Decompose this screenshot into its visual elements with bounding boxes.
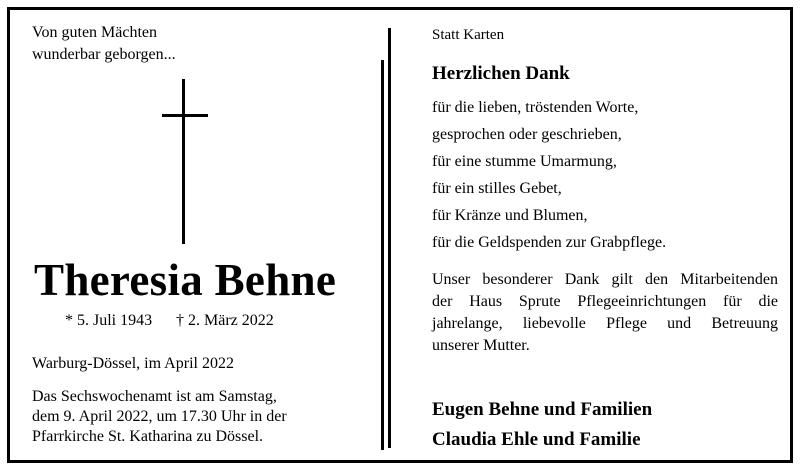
motto-line: wunderbar geborgen... xyxy=(32,46,176,63)
birth-date: * 5. Juli 1943 xyxy=(65,312,153,329)
thanks-line: gesprochen oder geschrieben, xyxy=(432,126,622,143)
statt-karten: Statt Karten xyxy=(432,27,505,43)
family-signature xyxy=(432,395,652,455)
service-line: Pfarrkirche St. Katharina zu Dössel. xyxy=(32,428,264,445)
motto-line: Von guten Mächten xyxy=(32,24,158,41)
special-thanks xyxy=(432,269,778,357)
special-thanks-line: der Haus Sprute Pflegeeinrichtungen für die xyxy=(432,293,778,310)
thanks-line: für die Geldspenden zur Grabpflege. xyxy=(432,234,667,251)
special-thanks-line: unserer Mutter. xyxy=(432,337,530,354)
motto xyxy=(32,22,176,66)
service-info xyxy=(32,386,287,446)
family-line: Eugen Behne und Familien xyxy=(432,399,653,420)
thanks-list xyxy=(432,94,666,256)
service-line: Das Sechswochenamt ist am Samstag, xyxy=(32,388,277,405)
special-thanks-line: Unser besonderer Dank gilt den Mitarbeitenden xyxy=(432,271,778,288)
divider-line xyxy=(381,60,384,450)
thanks-line: für ein stilles Gebet, xyxy=(432,180,562,197)
thanks-line: für eine stumme Umarmung, xyxy=(432,153,617,170)
place-date: Warburg-Dössel, im April 2022 xyxy=(32,355,234,372)
divider-line xyxy=(388,28,391,448)
thanks-line: für Kränze und Blumen, xyxy=(432,207,588,224)
family-line: Claudia Ehle und Familie xyxy=(432,429,641,450)
deceased-name: Theresia Behne xyxy=(34,255,337,305)
thanks-line: für die lieben, tröstenden Worte, xyxy=(432,99,639,116)
death-date: † 2. März 2022 xyxy=(176,312,274,329)
obituary-notice xyxy=(7,7,793,463)
thanks-title: Herzlichen Dank xyxy=(432,63,570,84)
service-line: dem 9. April 2022, um 17.30 Uhr in der xyxy=(32,408,287,425)
special-thanks-line: jahrelange, liebevolle Pflege und Betreuung xyxy=(432,315,778,332)
